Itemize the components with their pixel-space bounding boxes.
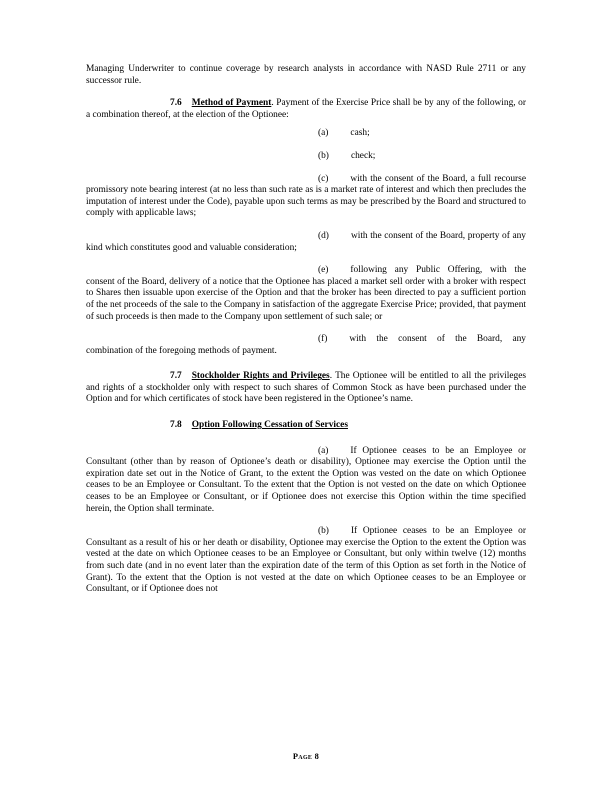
clause-7-6-e xyxy=(86,265,526,323)
clause-text: with the consent of the Board, property of any kind which constitutes good and valuable consideration; xyxy=(86,230,526,253)
section-number: 7.6 xyxy=(170,98,182,109)
section-title: Method of Payment xyxy=(191,98,272,109)
clause-7-6-f xyxy=(86,334,526,357)
clause-7-8-b xyxy=(86,526,526,596)
clause-text: If Optionee ceases to be an Employee or Consultant as a result of his or her death or disability, Optionee may exercise the Option to the extent the Option was vested at the date on which Optionee ceases to be an Employee or Consultant, but only within twelve (12) months from such date (and in no event later than the expiration date of the term of this Option as set forth in the Notice of Grant). To the extent that the Option is not vested at the date on which Optionee ceases to be an Employee or Consultant, or if Optionee does not xyxy=(86,526,526,595)
paragraph-intro: Managing Underwriter to continue coverage by research analysts in accordance with NASD Rule 2711 or any successor rule. xyxy=(86,64,526,86)
clause-tag: (a) xyxy=(318,128,329,139)
section-title: Stockholder Rights and Privileges xyxy=(191,371,330,382)
clause-text: following any Public Offering, with the consent of the Board, delivery of a notice that the Optionee has placed a market sell order with a broker with respect to Shares then issuable upon exercise of the Option and that the broker has been directed to pay a sufficient portion of the net proceeds of the sale to the Company in satisfaction of the aggregate Exercise Price; provided, that payment of such proceeds is then made to the Company upon settlement of such sale; or xyxy=(86,265,526,322)
clause-7-6-d xyxy=(86,231,526,254)
clause-text: If Optionee ceases to be an Employee or Consultant (other than by reason of Optionee’s death or disability), Optionee may exercise the Option until the expiration date set out in the Notice of Grant, to the extent the Option was vested on the date on which Optionee ceases to be an Employee or Consultant. To the extent that the Option is not vested on the date on which Optionee ceases to be an Employee or Consultant, or if Optionee does not exercise this Option within the time specified herein, the Option shall terminate. xyxy=(86,445,526,514)
clause-7-6-a xyxy=(86,128,526,140)
clause-tag: (b) xyxy=(318,526,329,537)
section-number: 7.7 xyxy=(170,371,182,382)
clause-text: with the consent of the Board, a full recourse promissory note bearing interest (at no less than such rate as is a market rate of interest and which then precludes the imputation of interest under the Code), payable upon such terms as may be prescribed by the Board and structured to comply with applicable laws; xyxy=(86,173,526,219)
clause-tag: (b) xyxy=(318,150,329,161)
section-7-7 xyxy=(86,371,526,406)
page-number-label: Page 8 xyxy=(292,752,320,761)
section-7-8 xyxy=(86,420,526,432)
section-text: . Payment of the Exercise Price shall be by any of the following, or a combination thereof, at the election of the Optionee: xyxy=(86,98,526,120)
page-body xyxy=(86,64,526,596)
clause-tag: (a) xyxy=(318,445,329,456)
section-number: 7.8 xyxy=(170,420,182,431)
clause-text: check; xyxy=(350,150,376,161)
page-footer xyxy=(0,752,612,761)
clause-tag: (c) xyxy=(318,173,329,184)
section-text: . The Optionee will be entitled to all the privileges and rights of a stockholder only with respect to such shares of Common Stock as have been purchased under the Option and for which certificates of stock have been registered in the Optionee’s name. xyxy=(86,371,527,405)
clause-7-8-a xyxy=(86,446,526,516)
clause-text: cash; xyxy=(350,128,370,139)
clause-tag: (e) xyxy=(318,265,329,276)
section-title: Option Following Cessation of Services xyxy=(191,420,348,431)
clause-tag: (f) xyxy=(318,334,328,345)
section-7-6 xyxy=(86,98,526,121)
clause-tag: (d) xyxy=(318,230,329,241)
clause-7-6-b xyxy=(86,151,526,163)
clause-text: with the consent of the Board, any combination of the foregoing methods of payment. xyxy=(86,334,526,356)
clause-7-6-c xyxy=(86,174,526,220)
